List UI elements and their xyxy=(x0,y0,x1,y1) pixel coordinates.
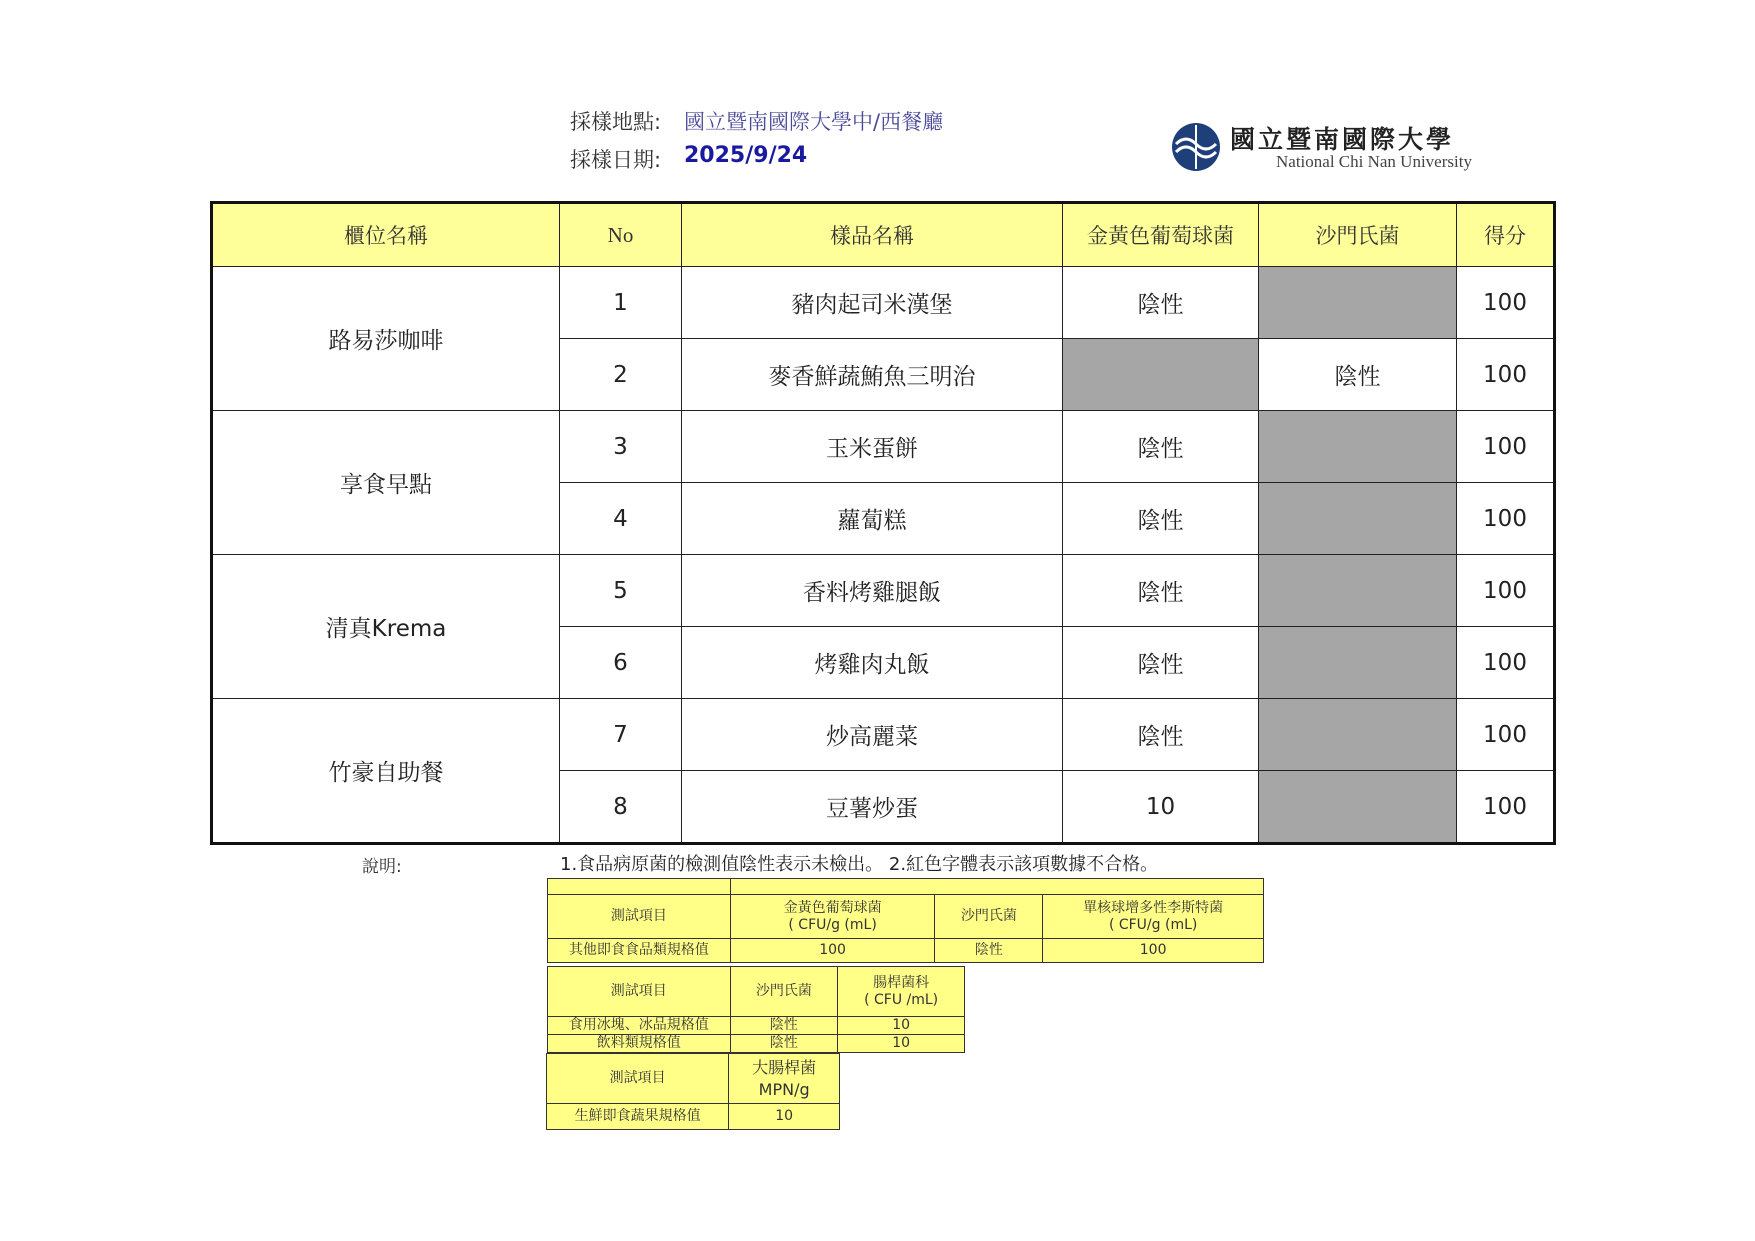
vendor-cell: 路易莎咖啡 xyxy=(212,267,560,411)
university-emblem-icon xyxy=(1170,122,1222,172)
spec1-row-label: 其他即食食品類規格值 xyxy=(548,939,731,963)
spec2-drink-v1: 陰性 xyxy=(730,1035,838,1053)
score-cell: 100 xyxy=(1457,339,1555,411)
salmonella-cell-na xyxy=(1259,699,1457,771)
header-vendor: 櫃位名稱 xyxy=(212,203,560,267)
spec2-test-item: 測試項目 xyxy=(548,967,731,1017)
salmonella-cell-na xyxy=(1259,411,1457,483)
item-cell: 麥香鮮蔬鮪魚三明治 xyxy=(682,339,1063,411)
spec2-ice-v1: 陰性 xyxy=(730,1017,838,1035)
spec2-ice-v2: 10 xyxy=(838,1017,965,1035)
vendor-cell: 竹豪自助餐 xyxy=(212,699,560,844)
salmonella-cell-na xyxy=(1259,555,1457,627)
spec2-row-ice: 食用冰塊、冰品規格值 xyxy=(548,1017,731,1035)
spec1-staph: 金黃色葡萄球菌 ( CFU/g (mL) xyxy=(730,895,935,939)
university-logo xyxy=(1170,122,1510,172)
spec1-listeria: 單核球增多性李斯特菌 ( CFU/g (mL) xyxy=(1043,895,1264,939)
spec1-v2: 陰性 xyxy=(935,939,1043,963)
item-cell: 玉米蛋餅 xyxy=(682,411,1063,483)
staph-cell: 陰性 xyxy=(1063,555,1259,627)
score-cell: 100 xyxy=(1457,411,1555,483)
salmonella-cell: 陰性 xyxy=(1259,339,1457,411)
logo-name-en: National Chi Nan University xyxy=(1276,152,1472,171)
no-cell: 1 xyxy=(560,267,682,339)
table-row xyxy=(212,699,1555,771)
staph-cell: 10 xyxy=(1063,771,1259,844)
notes-label: 說明: xyxy=(362,857,402,877)
no-cell: 7 xyxy=(560,699,682,771)
spec1-v1: 100 xyxy=(730,939,935,963)
score-cell: 100 xyxy=(1457,555,1555,627)
staph-cell: 陰性 xyxy=(1063,627,1259,699)
no-cell: 3 xyxy=(560,411,682,483)
date-label: 採樣日期: xyxy=(570,148,662,172)
salmonella-cell-na xyxy=(1259,267,1457,339)
spec3-test-item: 測試項目 xyxy=(547,1054,729,1104)
header-staph: 金黃色葡萄球菌 xyxy=(1063,203,1259,267)
staph-cell: 陰性 xyxy=(1063,411,1259,483)
item-cell: 豆薯炒蛋 xyxy=(682,771,1063,844)
no-cell: 2 xyxy=(560,339,682,411)
table-row xyxy=(212,267,1555,339)
score-cell: 100 xyxy=(1457,483,1555,555)
header-score: 得分 xyxy=(1457,203,1555,267)
staph-cell: 陰性 xyxy=(1063,267,1259,339)
spec1-salmonella: 沙門氏菌 xyxy=(935,895,1043,939)
no-cell: 8 xyxy=(560,771,682,844)
spec-table-3 xyxy=(546,1053,840,1130)
no-cell: 5 xyxy=(560,555,682,627)
salmonella-cell-na xyxy=(1259,627,1457,699)
spec1-v3: 100 xyxy=(1043,939,1264,963)
score-cell: 100 xyxy=(1457,627,1555,699)
score-cell: 100 xyxy=(1457,699,1555,771)
staph-cell: 陰性 xyxy=(1063,699,1259,771)
header-row xyxy=(212,203,1555,267)
logo-name-zh: 國立暨南國際大學 xyxy=(1230,125,1455,154)
spec2-row-drink: 飲料類規格值 xyxy=(548,1035,731,1053)
item-cell: 蘿蔔糕 xyxy=(682,483,1063,555)
spec2-enterobacteria: 腸桿菌科 ( CFU /mL) xyxy=(838,967,965,1017)
item-cell: 香料烤雞腿飯 xyxy=(682,555,1063,627)
spec3-row-label: 生鮮即食蔬果規格值 xyxy=(547,1104,729,1130)
spec3-v1: 10 xyxy=(729,1104,840,1130)
item-cell: 炒高麗菜 xyxy=(682,699,1063,771)
staph-cell-na xyxy=(1063,339,1259,411)
results-table xyxy=(210,201,1556,845)
staph-cell: 陰性 xyxy=(1063,483,1259,555)
item-cell: 豬肉起司米漢堡 xyxy=(682,267,1063,339)
salmonella-cell-na xyxy=(1259,771,1457,844)
spec-table-2 xyxy=(547,966,965,1053)
salmonella-cell-na xyxy=(1259,483,1457,555)
vendor-cell: 享食早點 xyxy=(212,411,560,555)
vendor-cell: 清真Krema xyxy=(212,555,560,699)
header-salmonella: 沙門氏菌 xyxy=(1259,203,1457,267)
site-value: 國立暨南國際大學中/西餐廳 xyxy=(684,110,944,134)
no-cell: 4 xyxy=(560,483,682,555)
date-value: 2025/9/24 xyxy=(684,143,808,168)
item-cell: 烤雞肉丸飯 xyxy=(682,627,1063,699)
header-no: No xyxy=(560,203,682,267)
score-cell: 100 xyxy=(1457,771,1555,844)
spec1-test-item: 測試項目 xyxy=(548,895,731,939)
header-item: 樣品名稱 xyxy=(682,203,1063,267)
score-cell: 100 xyxy=(1457,267,1555,339)
spec3-ecoli: 大腸桿菌 MPN/g xyxy=(729,1054,840,1104)
site-label: 採樣地點: xyxy=(570,110,662,134)
spec2-drink-v2: 10 xyxy=(838,1035,965,1053)
no-cell: 6 xyxy=(560,627,682,699)
notes-text: 1.食品病原菌的檢測值陰性表示未檢出。 2.紅色字體表示該項數據不合格。 xyxy=(560,854,1159,875)
spec2-salmonella: 沙門氏菌 xyxy=(730,967,838,1017)
table-row xyxy=(212,555,1555,627)
table-row xyxy=(212,411,1555,483)
spec-table-1 xyxy=(547,878,1264,963)
